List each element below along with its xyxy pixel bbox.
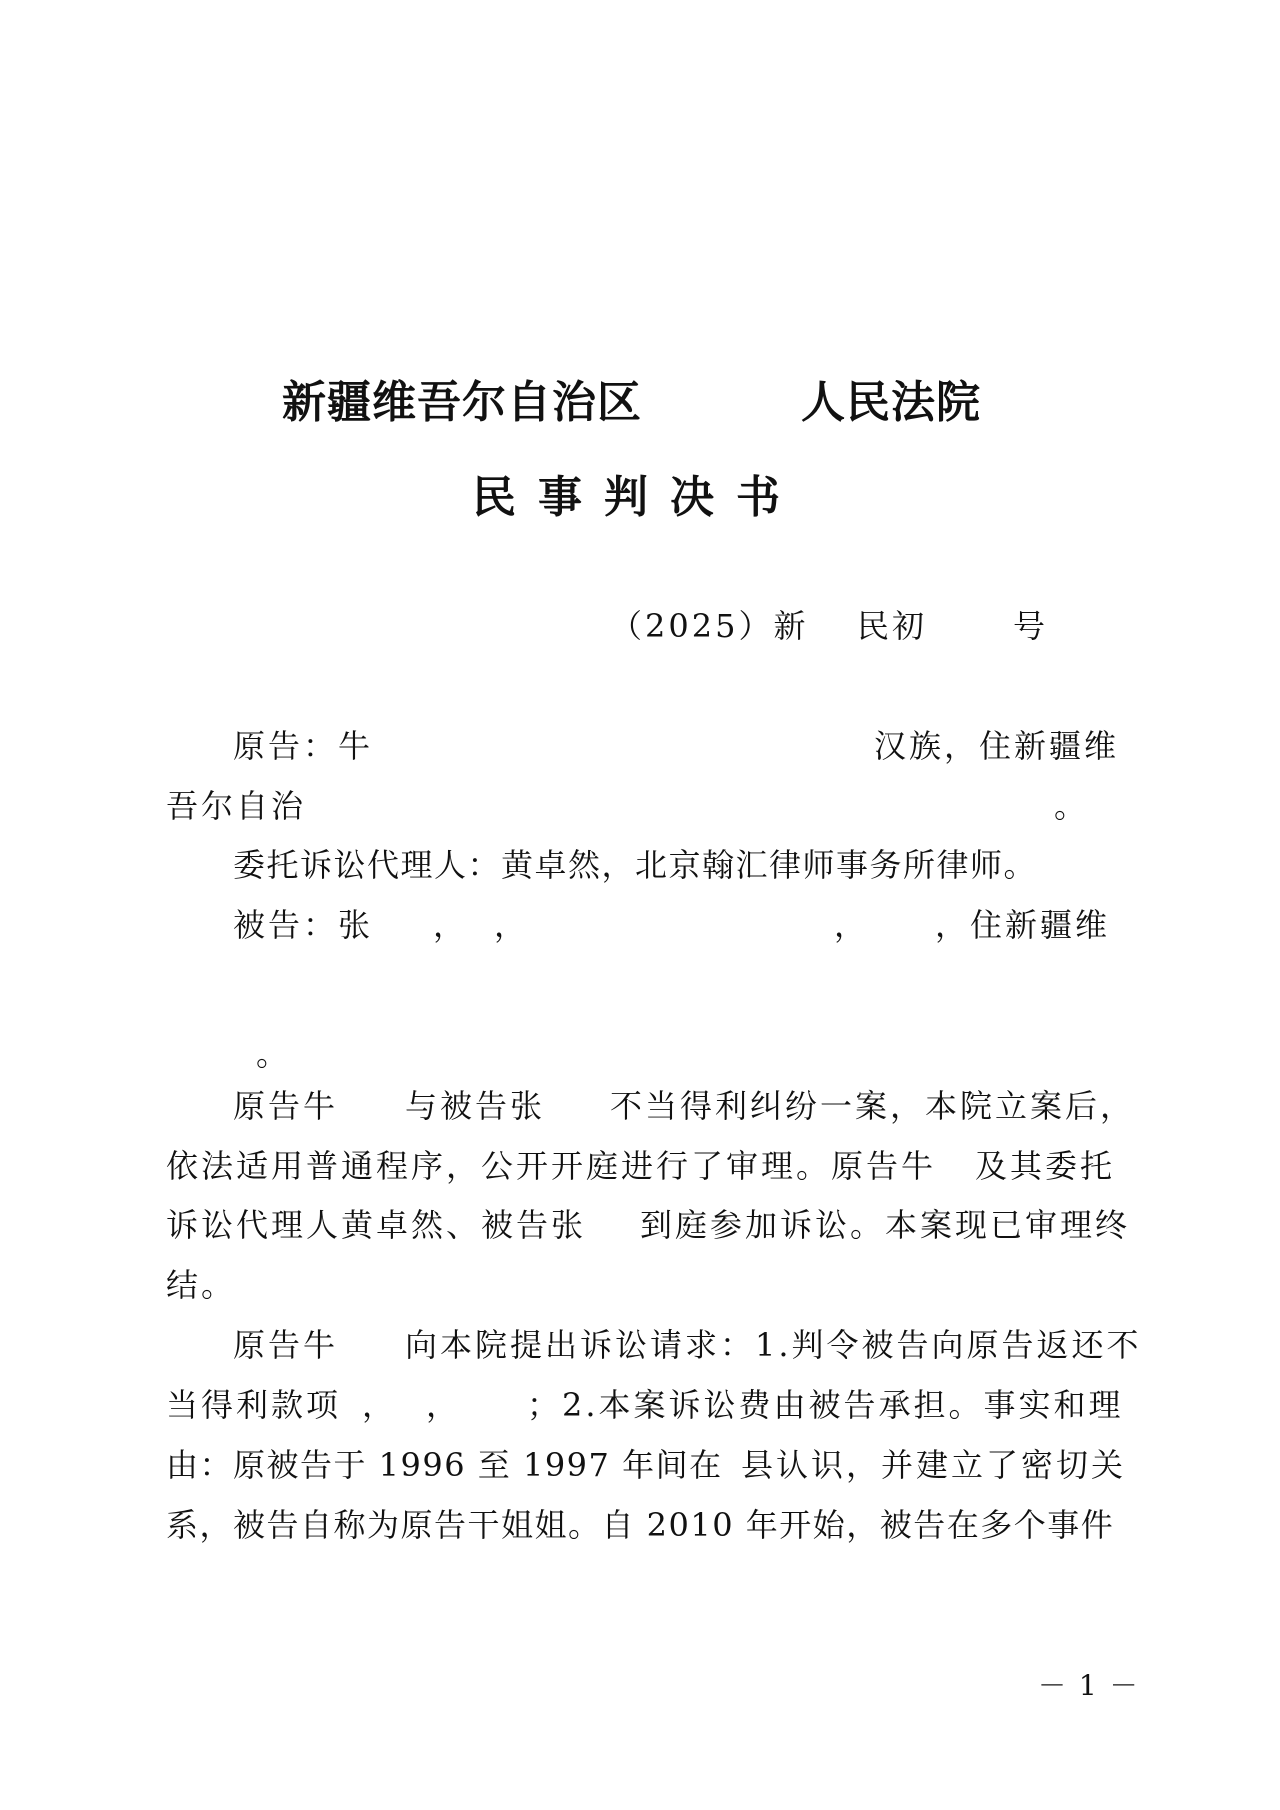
para2-line2-c: ， (426, 1386, 462, 1424)
para2-line2-d: ；2.本案诉讼费由被告承担。事实和理 (527, 1386, 1124, 1424)
para1-line4: 结。 (166, 1266, 237, 1304)
case-number-middle: 民初 (857, 607, 928, 645)
para1-line2-a: 依法适用普通程序，公开开庭进行了审理。原告牛 (166, 1147, 937, 1185)
para1-line2-b: 及其委托 (975, 1147, 1116, 1185)
para2-line2-b: ， (362, 1386, 398, 1424)
para1-line1-b: 与被告张 (405, 1087, 546, 1125)
page-number: － 1 － (1038, 1669, 1140, 1702)
court-title-left: 新疆维吾尔自治区 (282, 377, 642, 428)
case-number-suffix: 号 (1013, 607, 1049, 645)
para2-line4: 系，被告自称为原告干姐姐。自 2010 年开始，被告在多个事件 (166, 1506, 1115, 1544)
defendant-comma-3: ， (834, 906, 870, 944)
para2-line2-a: 当得利款项 (166, 1386, 342, 1424)
para2-line3-a: 由：原被告于 1996 至 1997 年间在 (166, 1446, 723, 1484)
defendant-label: 被告：张 (233, 906, 374, 944)
case-number-year: （2025）新 (610, 607, 809, 645)
para1-line3-a: 诉讼代理人黄卓然、被告张 (166, 1206, 587, 1244)
document-type-title: 民事判决书 (472, 472, 802, 523)
plaintiff-address-end: 。 (1054, 787, 1090, 825)
plaintiff-ethnicity-address: 汉族，住新疆维 (874, 727, 1120, 765)
para1-line3-b: 到庭参加诉讼。本案现已审理终 (640, 1206, 1131, 1244)
para2-line3-b: 县认识，并建立了密切关 (741, 1446, 1127, 1484)
plaintiff-label: 原告：牛 (233, 727, 374, 765)
defendant-address-end: 。 (256, 1035, 292, 1073)
para2-line1-a: 原告牛 (233, 1326, 339, 1364)
para1-line1-a: 原告牛 (233, 1087, 339, 1125)
court-title-right: 人民法院 (801, 377, 981, 428)
agent-line: 委托诉讼代理人：黄卓然，北京翰汇律师事务所律师。 (233, 846, 1038, 884)
para1-line1-c: 不当得利纠纷一案，本院立案后， (610, 1087, 1136, 1125)
defendant-address: ，住新疆维 (935, 906, 1111, 944)
defendant-comma-2: ， (494, 906, 530, 944)
defendant-comma-1: ， (433, 906, 469, 944)
plaintiff-address-line2: 吾尔自治 (166, 787, 307, 825)
para2-line1-b: 向本院提出诉讼请求：1.判令被告向原告返还不 (405, 1326, 1142, 1364)
